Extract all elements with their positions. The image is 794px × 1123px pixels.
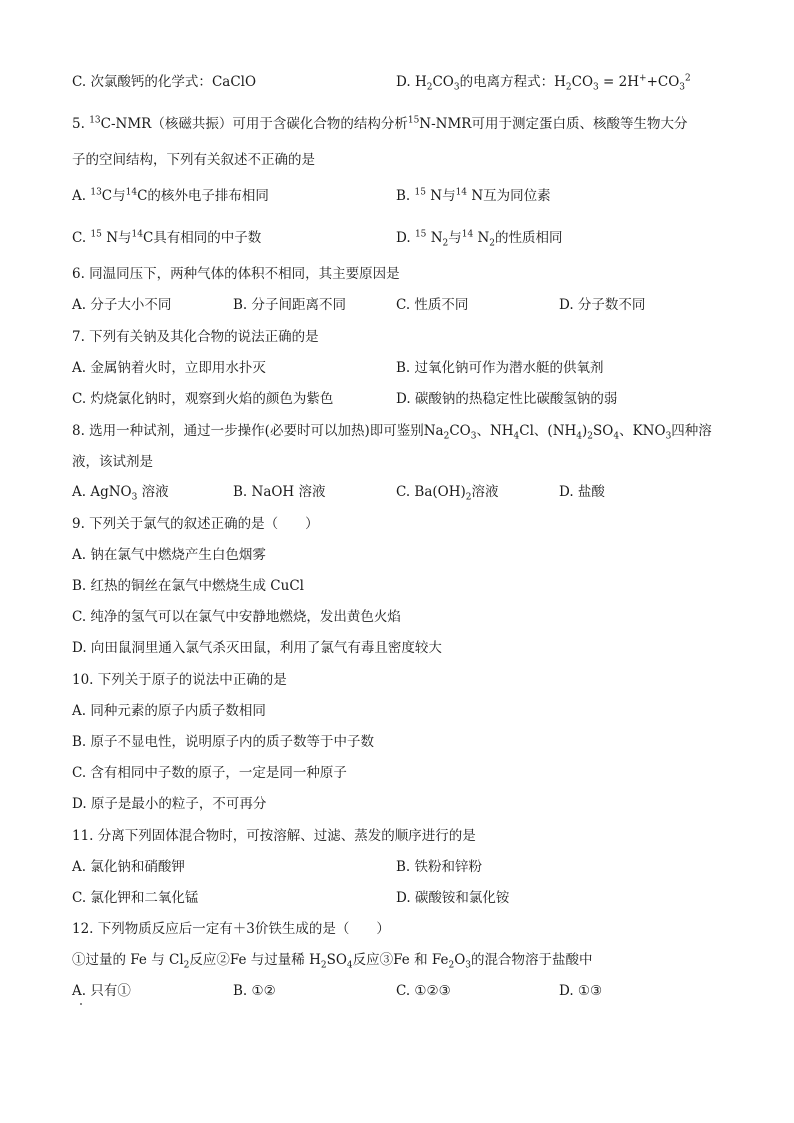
q7-option-d: D. 碳酸钠的热稳定性比碳酸氢钠的弱: [396, 391, 618, 407]
q11-option-b: B. 铁粉和锌粉: [396, 859, 483, 875]
q7-option-b: B. 过氧化钠可作为潜水艇的供氧剂: [396, 360, 604, 376]
q9-option-b: B. 红热的铜丝在氯气中燃烧生成 CuCl: [72, 578, 304, 594]
q11-option-a: A. 氯化钠和硝酸钾: [72, 859, 185, 875]
q5-option-b: B. $^{15}$ N与$^{14}$ N互为同位素: [396, 187, 551, 204]
q9-option-c: C. 纯净的氢气可以在氯气中安静地燃烧，发出黄色火焰: [72, 609, 401, 625]
q12-reactions: ①过量的 Fe 与 $Cl_2$反应②Fe 与过量稀 $H_2SO_4$反应③Fe 和 $Fe_2O_3$的混合物溶于盐酸中: [72, 952, 593, 971]
q8-option-d: D. 盐酸: [559, 484, 605, 500]
q6-option-d: D. 分子数不同: [559, 297, 646, 313]
q6-option-c: C. 性质不同: [396, 297, 469, 313]
q7-option-a: A. 金属钠着火时，立即用水扑灭: [72, 360, 266, 376]
q11-stem: 11. 分离下列固体混合物时，可按溶解、过滤、蒸发的顺序进行的是: [72, 828, 476, 844]
q8-option-c: C. $Ba(OH)_2$溶液: [396, 484, 499, 503]
q5-option-a: A. $^{13}$C与$^{14}$C的核外电子排布相同: [72, 187, 269, 204]
q11-option-c: C. 氯化钾和二氧化锰: [72, 890, 199, 906]
q5-stem-line2: 子的空间结构，下列有关叙述不正确的是: [72, 152, 315, 168]
q6-option-a: A. 分子大小不同: [72, 297, 172, 313]
q10-option-c: C. 含有相同中子数的原子，一定是同一种原子: [72, 765, 347, 781]
q10-option-a: A. 同种元素的原子内质子数相同: [72, 703, 266, 719]
q10-stem: 10. 下列关于原子的说法中正确的是: [72, 672, 287, 688]
q7-stem: 7. 下列有关钠及其化合物的说法正确的是: [72, 329, 319, 345]
q8-stem-line2: 液，该试剂是: [72, 454, 153, 470]
q5-stem: 5. $^{13}$C-NMR（核磁共振）可用于含碳化合物的结构分析$^{15}$N-NMR可用于测定蛋白质、核酸等生物大分: [72, 115, 688, 132]
stray-dot: [80, 1003, 82, 1005]
q5-option-d: D. $^{15}$ $N_2$与$^{14}$ $N_2$的性质相同: [396, 229, 563, 249]
q6-stem: 6. 同温同压下，两种气体的体积不相同，其主要原因是: [72, 266, 400, 282]
q7-option-c: C. 灼烧氯化钠时，观察到火焰的颜色为紫色: [72, 391, 334, 407]
q12-option-b: B. ①②: [233, 983, 276, 999]
q4-option-d: D. $H_2CO_3$的电离方程式：$H_2CO_3 = 2H^++CO_3^2$: [396, 73, 691, 93]
q12-stem: 12. 下列物质反应后一定有＋3价铁生成的是（ ）: [72, 921, 390, 937]
q11-option-d: D. 碳酸铵和氯化铵: [396, 890, 510, 906]
q8-option-b: B. NaOH 溶液: [233, 484, 326, 500]
q10-option-d: D. 原子是最小的粒子，不可再分: [72, 796, 267, 812]
q12-option-a: A. 只有①: [72, 983, 131, 999]
q9-option-d: D. 向田鼠洞里通入氯气杀灭田鼠，利用了氯气有毒且密度较大: [72, 640, 442, 656]
q9-option-a: A. 钠在氯气中燃烧产生白色烟雾: [72, 547, 266, 563]
q4-option-c: C. 次氯酸钙的化学式：CaClO: [72, 74, 257, 90]
q6-option-b: B. 分子间距离不同: [233, 297, 347, 313]
q8-option-a: A. AgNO$_3$ 溶液: [72, 484, 169, 503]
q9-stem: 9. 下列关于氯气的叙述正确的是（ ）: [72, 516, 319, 532]
q5-option-c: C. $^{15}$ N与$^{14}$C具有相同的中子数: [72, 229, 262, 246]
q12-option-c: C. ①②③: [396, 983, 451, 999]
q8-stem: 8. 选用一种试剂，通过一步操作(必要时可以加热)即可鉴别$Na_2CO_3$、$NH_4Cl$、$(NH_4)_2SO_4$、$KNO_3$四种溶: [72, 423, 712, 442]
q12-option-d: D. ①③: [559, 983, 603, 999]
q10-option-b: B. 原子不显电性，说明原子内的质子数等于中子数: [72, 734, 375, 750]
